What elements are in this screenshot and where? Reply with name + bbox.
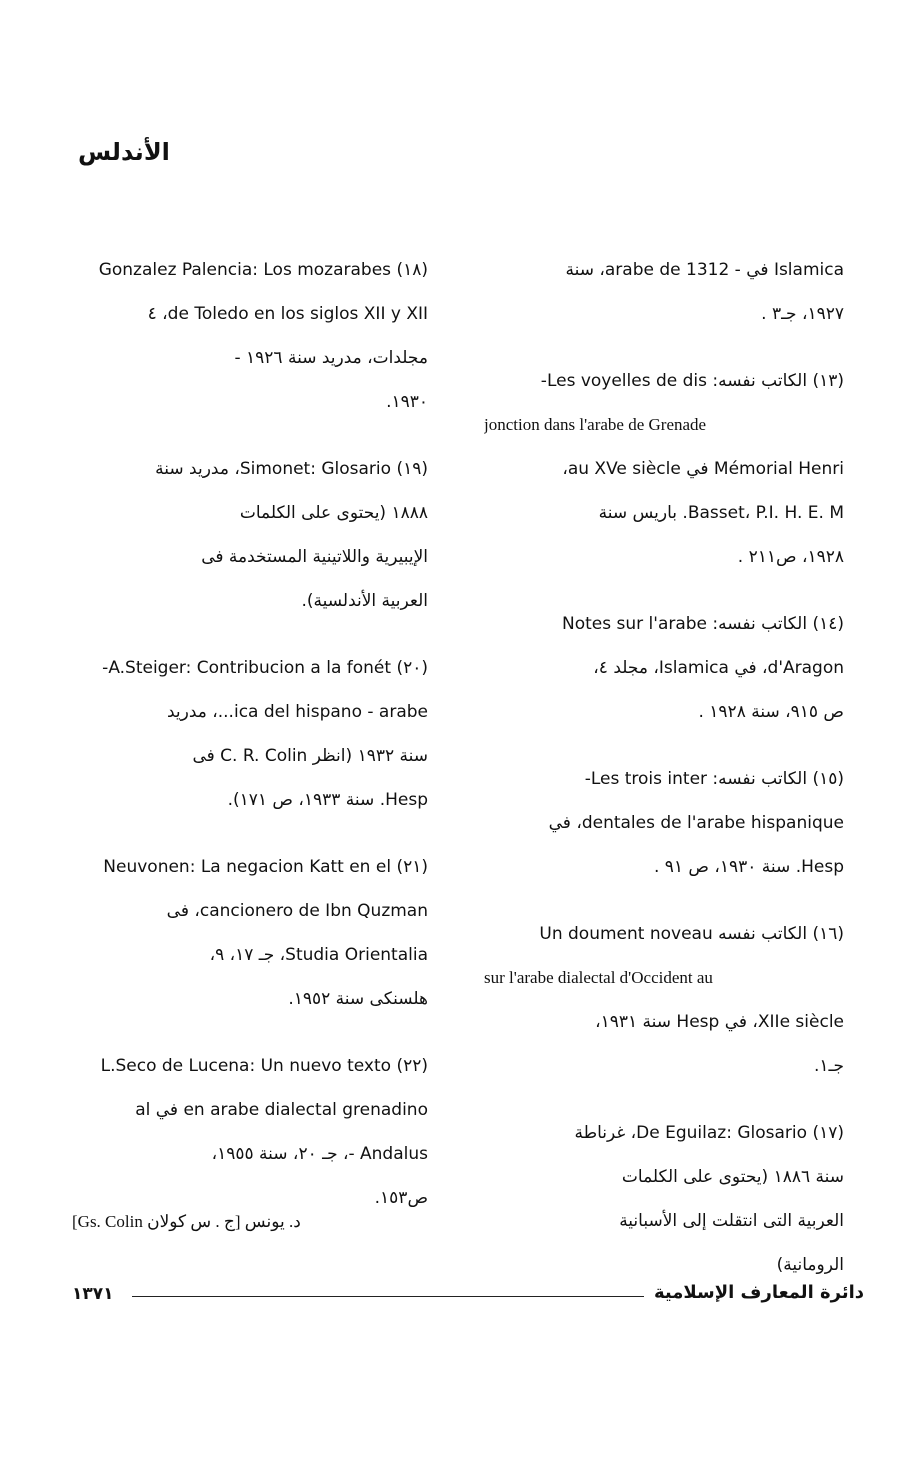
entry-line: Mémorial Henri في au XVe siècle، bbox=[562, 459, 844, 479]
entry-line: (١٨) Gonzalez Palencia: Los mozarabes bbox=[98, 260, 428, 280]
entry-line: Basset، P.I. H. E. M. باريس سنة bbox=[598, 503, 844, 523]
entry-line: (١٩) Simonet: Glosario، مدريد سنة bbox=[155, 459, 428, 479]
entry-line: مجلدات، مدريد سنة ١٩٢٦ - bbox=[234, 348, 428, 368]
section-title: الأندلس bbox=[78, 138, 170, 166]
publication-title: دائرة المعارف الإسلامية bbox=[653, 1282, 864, 1303]
entry-line: ica del hispano - arabe...، مدريد bbox=[166, 702, 428, 722]
right-column bbox=[484, 250, 844, 1312]
entry-line: Islamica في - arabe de 1312، سنة bbox=[565, 260, 844, 280]
entry-15 bbox=[484, 759, 844, 891]
entry-line: dentales de l'arabe hispanique، في bbox=[548, 813, 844, 833]
entry-19 bbox=[72, 449, 428, 625]
entry-18 bbox=[72, 250, 428, 426]
entry-13 bbox=[484, 361, 844, 581]
entry-line: Andalus -، جـ ٢٠، سنة ١٩٥٥، bbox=[211, 1144, 428, 1164]
entry-line: (١٣) الكاتب نفسه: Les voyelles de dis- bbox=[540, 371, 844, 391]
entry-line: الرومانية) bbox=[776, 1255, 844, 1275]
entry-17-continuation bbox=[484, 250, 844, 338]
entry-line: d'Aragon، في Islamica، مجلد ٤، bbox=[593, 658, 844, 678]
left-column bbox=[72, 250, 428, 1245]
entry-line: (١٥) الكاتب نفسه: Les trois inter- bbox=[584, 769, 844, 789]
entry-line: العربية الأندلسية). bbox=[301, 591, 428, 611]
entry-line: ١٩٢٨، ص٢١١ . bbox=[737, 547, 844, 567]
entry-line: cancionero de Ibn Quzman، فى bbox=[166, 901, 428, 921]
entry-line: ١٨٨٨ (يحتوى على الكلمات bbox=[239, 503, 428, 523]
footer-rule bbox=[132, 1296, 644, 1297]
entry-line: (٢٠) A.Steiger: Contribucion a la fonét- bbox=[102, 658, 428, 678]
entry-17 bbox=[484, 1113, 844, 1289]
entry-line: (٢١) Neuvonen: La negacion Katt en el bbox=[103, 857, 428, 877]
entry-22 bbox=[72, 1046, 428, 1222]
entry-line: هلسنكى سنة ١٩٥٢. bbox=[288, 989, 428, 1009]
page-number: ١٣٧١ bbox=[72, 1284, 114, 1304]
entry-line: جـ١. bbox=[813, 1056, 844, 1076]
entry-line: ١٩٣٠. bbox=[386, 392, 428, 412]
entry-line: (١٦) الكاتب نفسه Un doument noveau bbox=[539, 924, 844, 944]
entry-line: Hesp. سنة ١٩٣٣، ص ١٧١). bbox=[227, 790, 428, 810]
entry-line: ص ٩١٥، سنة ١٩٢٨ . bbox=[698, 702, 844, 722]
entry-line: en arabe dialectal grenadino في al bbox=[135, 1100, 428, 1120]
entry-line: ١٩٢٧، جـ٣ . bbox=[761, 304, 844, 324]
entry-14 bbox=[484, 604, 844, 736]
entry-line: ص١٥٣. bbox=[374, 1188, 428, 1208]
entry-line: سنة ١٩٣٢ (انظر C. R. Colin فى bbox=[192, 746, 428, 766]
entry-line: sur l'arabe dialectal d'Occident au bbox=[484, 968, 713, 987]
entry-20 bbox=[72, 648, 428, 824]
entry-line: (١٤) الكاتب نفسه: Notes sur l'arabe bbox=[562, 614, 844, 634]
entry-line: (١٧) De Eguilaz: Glosario، غرناطة bbox=[574, 1123, 844, 1143]
entry-21 bbox=[72, 847, 428, 1023]
entry-line: Studia Orientalia، جـ ١٧، ٩، bbox=[209, 945, 428, 965]
entry-line: Hesp. سنة ١٩٣٠، ص ٩١ . bbox=[653, 857, 844, 877]
entry-line: de Toledo en los siglos XII y XII، ٤ bbox=[147, 304, 428, 324]
entry-line: jonction dans l'arabe de Grenade bbox=[484, 415, 707, 434]
author-signature: [Gs. Colin د. يونس [ج . س كولان bbox=[72, 1212, 301, 1231]
entry-line: العربية التى انتقلت إلى الأسبانية bbox=[619, 1211, 844, 1231]
entry-line: XIIe siècle، في Hesp سنة ١٩٣١، bbox=[595, 1012, 844, 1032]
page-footer bbox=[72, 1284, 864, 1308]
entry-16 bbox=[484, 914, 844, 1090]
entry-line: سنة ١٨٨٦ (يحتوى على الكلمات bbox=[621, 1167, 844, 1187]
entry-line: الإيبيرية واللاتينية المستخدمة فى bbox=[201, 547, 428, 567]
entry-line: (٢٢) L.Seco de Lucena: Un nuevo texto bbox=[100, 1056, 428, 1076]
